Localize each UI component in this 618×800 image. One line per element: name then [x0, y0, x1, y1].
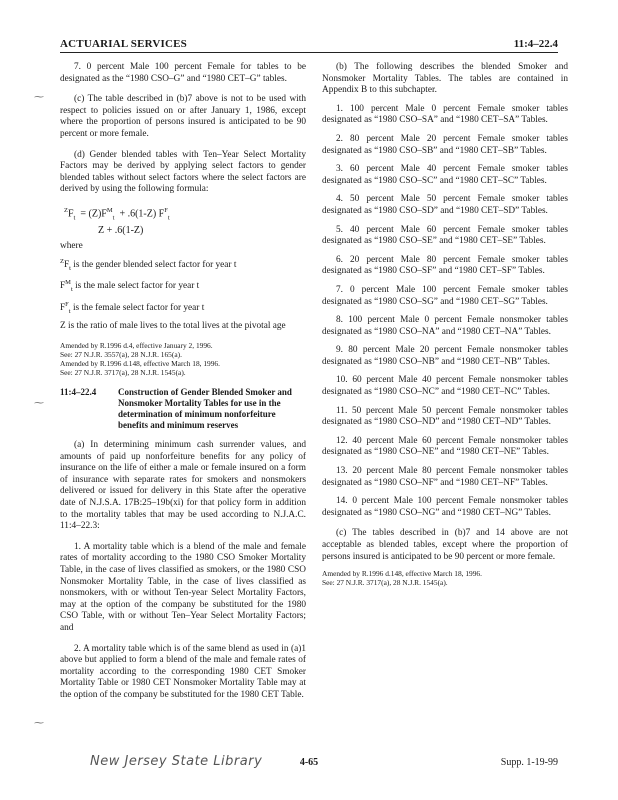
list-item: 13. 20 percent Male 80 percent Female nonsmoker tables designated as “1980 CSO–NF” and “1980 CET–NF” Tables.	[322, 466, 568, 488]
list-item: 9. 80 percent Male 20 percent Female nonsmoker tables designated as “1980 CSO–NB” and “1980 CET–NB” Tables.	[322, 345, 568, 367]
list-item: 6. 20 percent Male 80 percent Female smoker tables designated as “1980 CSO–SF” and “1980 CET–SF” Tables.	[322, 254, 568, 277]
definition-female: $F^F_t$ is the female select factor for year t	[60, 300, 205, 315]
list-item: 5. 40 percent Male 60 percent Female smoker tables designated as “1980 CSO–SE” and “1980 CET–SE” Tables.	[322, 224, 568, 247]
paragraph-c: (c) The table described in (b)7 above is not to be used with respect to policies issued on or after January 1, 1986, except where the proportion of persons insured is anticipated to be 90 percent or more female.	[60, 94, 306, 139]
list-item: 8. 100 percent Male 0 percent Female nonsmoker tables designated as “1980 CSO–NA” and “1980 CET–NA” Tables.	[322, 315, 568, 337]
list-item: 12. 40 percent Male 60 percent Female nonsmoker tables designated as “1980 CSO–NE” and “1980 CET–NE” Tables.	[322, 435, 568, 458]
list-item: 14. 0 percent Male 100 percent Female nonsmoker tables designated as “1980 CSO–NG” and “1980 CET–NG” Tables.	[322, 496, 568, 518]
where-label: where	[60, 241, 83, 252]
margin-mark: ⁓	[34, 398, 44, 409]
supplement-date: Supp. 1-19-99	[500, 757, 558, 768]
paragraph-d: (d) Gender blended tables with Ten–Year Select Mortality Factors may be derived by applying select factors to gender blended tables without select factors where the select factors are derived by using the following formula:	[60, 149, 306, 195]
amendment-history: Amended by R.1996 d.148, effective March 18, 1996. See: 27 N.J.R. 3717(a), 28 N.J.R. 1545(a).	[322, 569, 482, 588]
left-column	[60, 62, 306, 702]
paragraph-a2: 2. A mortality table which is of the same blend as used in (a)1 above but applied to form a blend of the male and female rates of mortality according to the corresponding 1980 CET Smoker Mortality Table or 1980 CET Nonsmoker Mortality Table may at the option of the company be substituted for the 1980 CET Table.	[60, 643, 306, 700]
running-header	[60, 36, 558, 53]
paragraph-7: 7. 0 percent Male 100 percent Female for tables to be designated as the “1980 CSO–G” and “1980 CET–G” tables.	[60, 62, 306, 84]
list-item: 11. 50 percent Male 50 percent Female nonsmoker tables designated as “1980 CSO–ND” and “1980 CET–ND” Tables.	[322, 405, 568, 428]
list-item: 10. 60 percent Male 40 percent Female nonsmoker tables designated as “1980 CSO–NC” and “1980 CET–NC” Tables.	[322, 375, 568, 398]
paragraph-b: (b) The following describes the blended Smoker and Nonsmoker Mortality Tables. The tables are contained in Appendix B to this subchapter.	[322, 62, 568, 96]
section-number: 11:4–22.4	[60, 387, 97, 398]
section-title: Construction of Gender Blended Smoker and Nonsmoker Mortality Tables for use in the determination of minimum nonforfeiture benefits and minimum reserves	[118, 387, 292, 431]
list-item: 3. 60 percent Male 40 percent Female smoker tables designated as “1980 CSO–SC” and “1980 CET–SC” Tables.	[322, 164, 568, 186]
margin-mark: ⁓	[34, 92, 44, 103]
list-item: 7. 0 percent Male 100 percent Female smoker tables designated as “1980 CSO–SG” and “1980 CET–SG” Tables.	[322, 284, 568, 307]
library-stamp: New Jersey State Library	[90, 754, 263, 769]
right-column	[322, 62, 568, 587]
header-section-number: 11:4–22.4	[513, 38, 558, 50]
list-item: 2. 80 percent Male 20 percent Female smoker tables designated as “1980 CSO–SB” and “1980 CET–SB” Tables.	[322, 133, 568, 156]
page-number: 4-65	[299, 757, 319, 768]
paragraph-a1: 1. A mortality table which is a blend of the male and female rates of mortality according to the 1980 CSO Smoker Mortality Table, in the case of lives classified as smokers, or the 1980 CSO Nonsmoker Mortality Table, in the case of lives classified as nonsmokers, with or without Ten-year Select Mortality Factors, may at the option of the company be substituted for the 1980 CSO Table, with or without Ten–Year Select Mortality Factors; and	[60, 541, 306, 633]
amendment-history: Amended by R.1996 d.4, effective January 2, 1996. See: 27 N.J.R. 3557(a), 28 N.J.R. 165(a). Amended by R.1996 d.148, effective March 18, 1996. See: 27 N.J.R. 3717(a), 28 N.J.R. 1545(a).	[60, 341, 220, 378]
paragraph-c-right: (c) The tables described in (b)7 and 14 above are not acceptable as blended tables, except where the proportion of persons insured is anticipated to be 90 percent or more female.	[322, 528, 568, 562]
blend-formula: $^ZF_t = (Z)F^M_t + .6(1-Z)$ $F^F_t$ Z + .6(1-Z)	[64, 206, 170, 237]
paragraph-a: (a) In determining minimum cash surrender values, and amounts of paid up nonforfeiture benefits for any policy of insurance on the life of either a male or female insured on a form of insurance with separate rates for smokers and nonsmokers delivered or issued for delivery in this State after the operative date of N.J.S.A. 17B:25–19b(xi) for that policy form in addition to the mortality tables that may be used according to N.J.A.C. 11:4–22.3:	[60, 440, 306, 532]
list-item: 1. 100 percent Male 0 percent Female smoker tables designated as “1980 CSO–SA” and “1980 CET–SA” Tables.	[322, 103, 568, 126]
margin-mark: ⁓	[34, 718, 44, 729]
header-title: ACTUARIAL SERVICES	[60, 38, 187, 50]
definition-ratio: Z is the ratio of male lives to the total lives at the pivotal age	[60, 320, 286, 331]
page-footer	[60, 754, 558, 774]
section-heading	[60, 387, 306, 431]
list-item: 4. 50 percent Male 50 percent Female smoker tables designated as “1980 CSO–SD” and “1980 CET–SD” Tables.	[322, 194, 568, 216]
definition-blended: $^ZF_t$ is the gender blended select factor for year t	[60, 257, 237, 272]
definition-male: $F^M_t$ is the male select factor for year t	[60, 279, 200, 294]
